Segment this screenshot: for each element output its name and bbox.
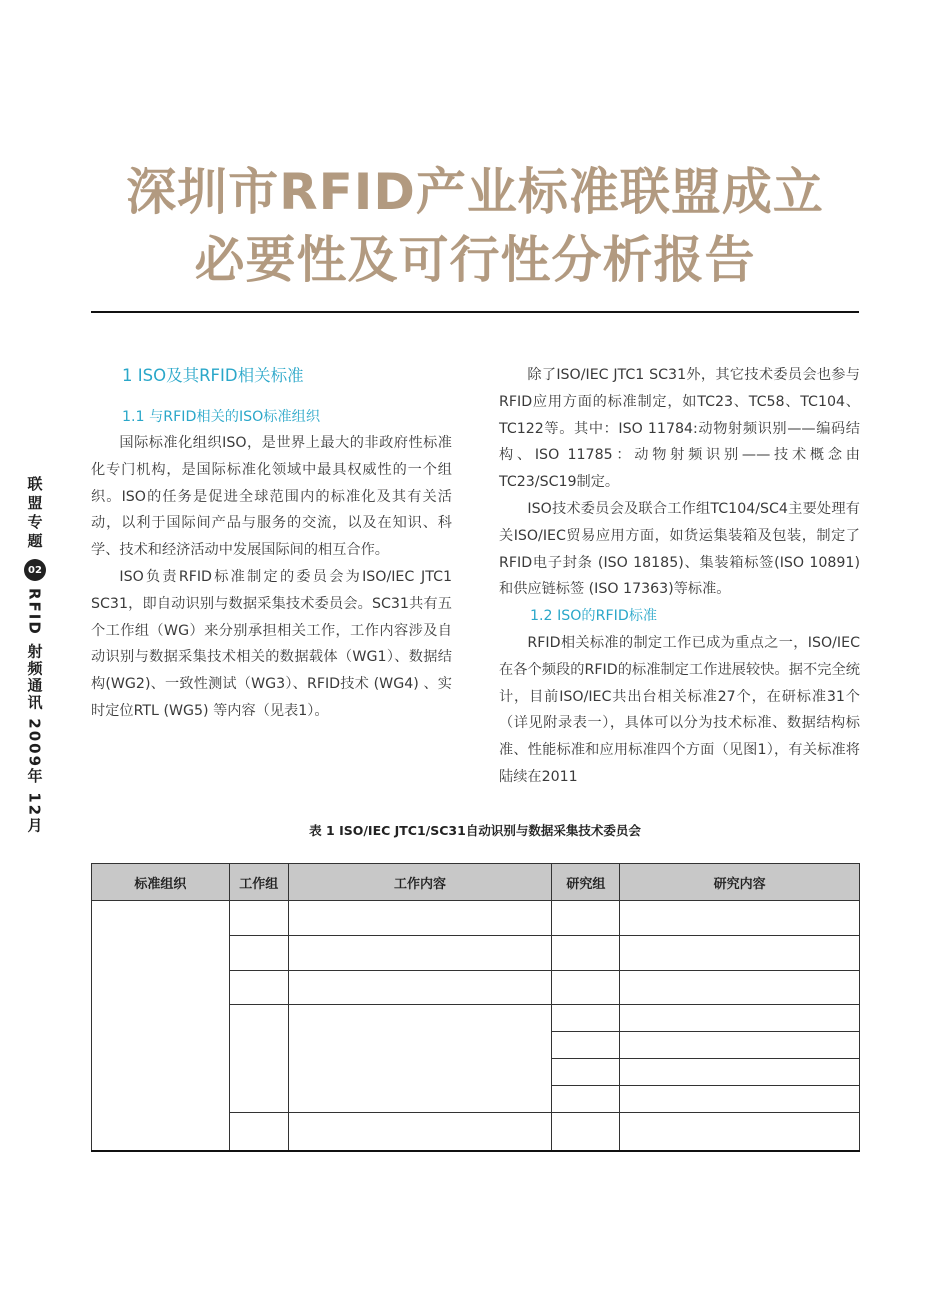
- header-work-content: 工作内容: [288, 864, 552, 901]
- table-cell: [552, 1005, 620, 1032]
- side-banner: [22, 476, 48, 834]
- table-cell: [552, 1059, 620, 1086]
- table-cell: [229, 1113, 288, 1151]
- header-working-group: 工作组: [229, 864, 288, 901]
- paragraph-3: 除了ISO/IEC JTC1 SC31外，其它技术委员会也参与RFID应用方面的标准制定，如TC23、TC58、TC104、TC122等。其中：ISO 11784:动物射频识别——编码结构、ISO 11785：动物射频识别——技术概念由TC23/SC19制定。: [499, 367, 860, 491]
- table-header-row: [92, 864, 860, 901]
- side-publication-label: RFID 射频通讯 2009年 12月: [25, 588, 44, 835]
- header-study-content: 研究内容: [620, 864, 860, 901]
- sc31-table: [91, 863, 860, 1152]
- table-cell: [620, 1113, 860, 1151]
- table-cell: [552, 936, 620, 971]
- table-cell: [229, 1005, 288, 1113]
- table-cell: [288, 1113, 552, 1151]
- table-cell: [620, 936, 860, 971]
- paragraph-2: ISO负责RFID标准制定的委员会为ISO/IEC JTC1 SC31，即自动识别与数据采集技术委员会。SC31共有五个工作组（WG）来分别承担相关工作，工作内容涉及自动识别与数据采集技术相关的数据载体（WG1）、数据结构(WG2)、一致性测试（WG3）、RFID技术 (WG4) 、实时定位RTL (WG5) 等内容（见表1）。: [91, 568, 452, 719]
- table-cell: [552, 1113, 620, 1151]
- header-study-group: 研究组: [552, 864, 620, 901]
- table-cell: [288, 901, 552, 936]
- right-column: [499, 362, 860, 791]
- table-cell: [620, 1059, 860, 1086]
- table-cell: [288, 1005, 552, 1113]
- side-section-label: 联盟专题: [25, 476, 44, 552]
- paragraph-4: ISO技术委员会及联合工作组TC104/SC4主要处理有关ISO/IEC贸易应用方面，如货运集装箱及包装，制定了 RFID电子封条 (ISO 18185)、集装箱标签(ISO 10891)和供应链标签 (ISO 17363)等标准。: [499, 500, 860, 598]
- table-cell: [620, 1032, 860, 1059]
- table-cell: [620, 1005, 860, 1032]
- table-cell: [620, 971, 860, 1005]
- header-standard-org: 标准组织: [92, 864, 230, 901]
- table-cell: [229, 936, 288, 971]
- section-heading-1: 1 ISO及其RFID相关标准: [122, 366, 304, 385]
- table-row: [92, 901, 860, 936]
- table-cell: [552, 1086, 620, 1113]
- section-heading-1-1: 1.1 与RFID相关的ISO标准组织: [122, 409, 321, 425]
- left-column: [91, 362, 452, 725]
- table-cell: [552, 901, 620, 936]
- table-cell: [288, 936, 552, 971]
- table-cell: [620, 1086, 860, 1113]
- table-cell: [229, 901, 288, 936]
- table-cell: [288, 971, 552, 1005]
- section-heading-1-2: 1.2 ISO的RFID标准: [530, 608, 658, 625]
- table-caption: 表 1 ISO/IEC JTC1/SC31自动识别与数据采集技术委员会: [309, 823, 641, 838]
- table-cell: [229, 971, 288, 1005]
- table-cell: [552, 971, 620, 1005]
- title-divider: [91, 311, 859, 313]
- table-cell: [620, 901, 860, 936]
- paragraph-1: 国际标准化组织ISO，是世界上最大的非政府性标准化专门机构，是国际标准化领域中最具权威性的一个组织。ISO的任务是促进全球范围内的标准化及其有关活动，以利于国际间产品与服务的交流，以及在知识、科学、技术和经济活动中发展国际间的相互合作。: [91, 435, 452, 559]
- title-line-2: 必要性及可行性分析报告: [194, 231, 756, 289]
- table-cell: [92, 901, 230, 1151]
- table-cell: [552, 1032, 620, 1059]
- page-number-badge: 02: [24, 559, 46, 581]
- paragraph-5: RFID相关标准的制定工作已成为重点之一，ISO/IEC在各个频段的RFID的标准制定工作进展较快。据不完全统计，目前ISO/IEC共出台相关标准27个，在研标准31个（详见附录表一），具体可以分为技术标准、数据结构标准、性能标准和应用标准四个方面（见图1），有关标准将陆续在2011: [499, 634, 860, 785]
- title-line-1: 深圳市RFID产业标准联盟成立: [126, 163, 824, 221]
